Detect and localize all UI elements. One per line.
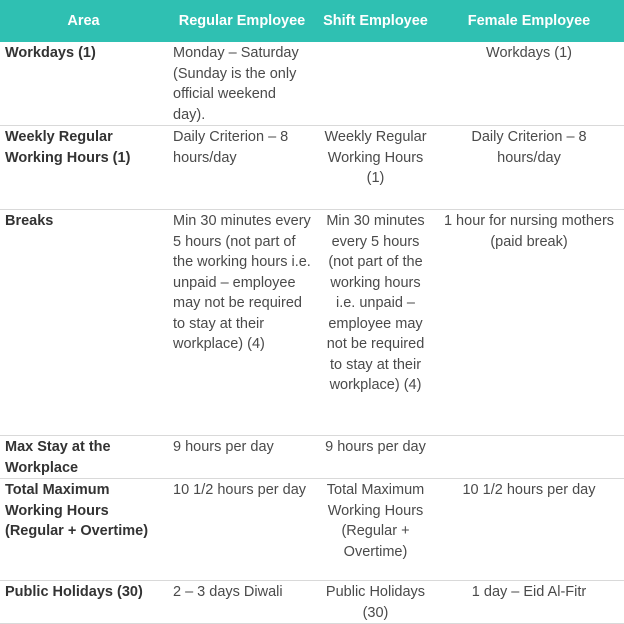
- cell-female: Workdays (1): [434, 42, 624, 126]
- cell-area: Weekly Regular Working Hours (1): [0, 126, 167, 210]
- table-row: [0, 436, 624, 479]
- table-row: [0, 42, 624, 126]
- cell-female: 1 day – Eid Al-Fitr: [434, 581, 624, 624]
- table-row: [0, 126, 624, 210]
- table-header: [0, 0, 624, 42]
- cell-shift: Total Maximum Working Hours (Regular + Overtime): [317, 479, 434, 581]
- cell-shift: Public Holidays (30): [317, 581, 434, 624]
- cell-area: Workdays (1): [0, 42, 167, 126]
- cell-female: Daily Criterion – 8 hours/day: [434, 126, 624, 210]
- table-body: [0, 42, 624, 624]
- cell-shift: 9 hours per day: [317, 436, 434, 479]
- cell-regular: 9 hours per day: [167, 436, 317, 479]
- table-row: [0, 210, 624, 436]
- cell-regular: Daily Criterion – 8 hours/day: [167, 126, 317, 210]
- cell-shift: [317, 42, 434, 126]
- header-row: [0, 0, 624, 42]
- cell-regular: 2 – 3 days Diwali: [167, 581, 317, 624]
- cell-area: Public Holidays (30): [0, 581, 167, 624]
- cell-female: 10 1/2 hours per day: [434, 479, 624, 581]
- cell-area: Max Stay at the Workplace: [0, 436, 167, 479]
- cell-female: [434, 436, 624, 479]
- header-area: Area: [0, 0, 167, 42]
- cell-regular: Min 30 minutes every 5 hours (not part of the working hours i.e. unpaid – employee may not be required to stay at their workplace) (4): [167, 210, 317, 436]
- cell-area: Breaks: [0, 210, 167, 436]
- header-female-employee: Female Employee: [434, 0, 624, 42]
- header-regular-employee: Regular Employee: [167, 0, 317, 42]
- cell-female: 1 hour for nursing mothers (paid break): [434, 210, 624, 436]
- cell-area: Total Maximum Working Hours (Regular + Overtime): [0, 479, 167, 581]
- table-row: [0, 479, 624, 581]
- cell-regular: Monday – Saturday (Sunday is the only official weekend day).: [167, 42, 317, 126]
- cell-shift: Weekly Regular Working Hours (1): [317, 126, 434, 210]
- cell-shift: Min 30 minutes every 5 hours (not part of the working hours i.e. unpaid – employee may not be required to stay at their workplace) (4): [317, 210, 434, 436]
- table-row: [0, 581, 624, 624]
- header-shift-employee: Shift Employee: [317, 0, 434, 42]
- cell-regular: 10 1/2 hours per day: [167, 479, 317, 581]
